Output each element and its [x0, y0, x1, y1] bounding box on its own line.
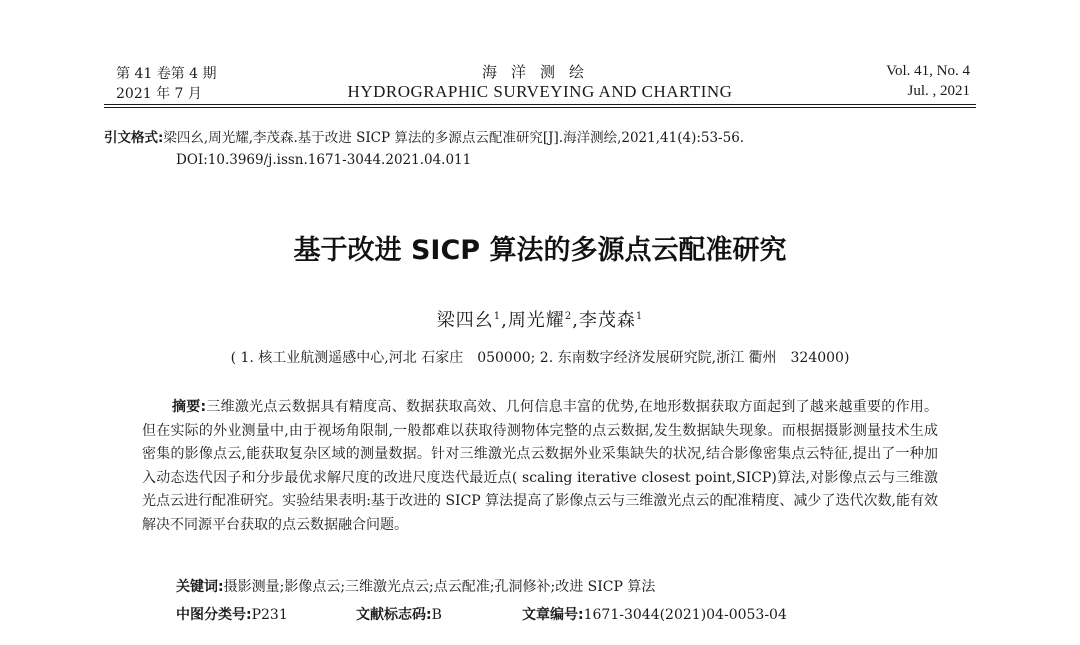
document-code-label: 文献标志码: [356, 607, 432, 623]
author-name: 梁四幺 [436, 310, 494, 331]
citation-text: 梁四幺,周光耀,李茂森.基于改进 SICP 算法的多源点云配准研究[J].海洋测绘,2021,41(4):53-56. [163, 130, 745, 146]
article-number [522, 604, 787, 624]
header-date-en: Jul. , 2021 [907, 83, 970, 99]
clc-number [176, 604, 288, 624]
abstract-text: 三维激光点云数据具有精度高、数据获取高效、几何信息丰富的优势,在地形数据获取方面起到了越来越重要的作用。但在实际的外业测量中,由于视场角限制,一般都难以获取待测物体完整的点云数据,发生数据缺失现象。而根据摄影测量技术生成密集的影像点云,能获取复杂区域的测量数据。针对三维激光点云数据外业采集缺失的状况,结合影像密集点云特征,提出了一种加入动态迭代因子和分步最优求解尺度的改进尺度迭代最近点( scaling iterative closest point,SICP)算法,对影像点云与三维激光点云进行配准研究。实验结果表明:基于改进的 SICP 算法提高了影像点云与三维激光点云的配准精度、减少了迭代次数,能有效解决不同源平台获取的点云数据融合问题。 [142, 399, 938, 533]
keywords [176, 576, 655, 596]
citation [104, 126, 744, 146]
clc-label: 中图分类号: [176, 607, 252, 623]
paper-title: 基于改进 SICP 算法的多源点云配准研究 [293, 235, 787, 266]
author-name: 周光耀 [507, 310, 565, 331]
header-volume-cn: 第 41 卷第 4 期 [116, 66, 217, 82]
keywords-text: 摄影测量;影像点云;三维激光点云;点云配准;孔洞修补;改进 SICP 算法 [223, 579, 656, 595]
article-number-label: 文章编号: [522, 607, 584, 623]
abstract-label: 摘要: [172, 399, 207, 415]
author-affiliation-mark: 1 [493, 311, 502, 322]
header-date-cn: 2021 年 7 月 [116, 86, 202, 102]
affiliations: ( 1. 核工业航测遥感中心,河北 石家庄 050000; 2. 东南数字经济发展研究院,浙江 衢州 324000) [230, 350, 850, 366]
document-code [356, 604, 442, 624]
doi: DOI:10.3969/j.issn.1671-3044.2021.04.011 [176, 152, 472, 168]
document-code-value: B [431, 607, 442, 623]
abstract [142, 396, 938, 537]
clc-value: P231 [251, 607, 288, 623]
author-affiliation-mark: 1 [635, 311, 644, 322]
author-affiliation-mark: 2 [564, 311, 573, 322]
header-rule-bottom [104, 107, 976, 108]
keywords-label: 关键词: [176, 579, 224, 595]
journal-title-en: HYDROGRAPHIC SURVEYING AND CHARTING [347, 82, 733, 101]
article-number-value: 1671-3044(2021)04-0053-04 [583, 607, 787, 623]
author-list: 梁四幺$^1$,周光耀$^2$,李茂森$^1$ [436, 310, 644, 331]
journal-title-cn: 海洋测绘 [481, 63, 598, 81]
header-volume-en: Vol. 41, No. 4 [886, 63, 970, 79]
author-name: 李茂森 [578, 310, 636, 331]
citation-label: 引文格式: [104, 130, 164, 146]
header-rule-top [104, 104, 976, 105]
